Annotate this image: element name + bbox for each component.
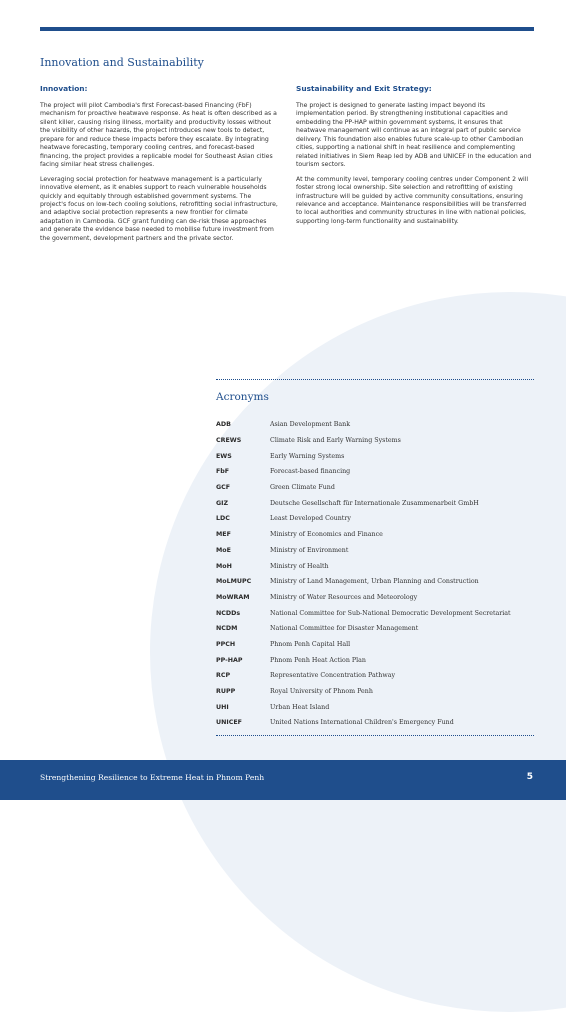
acronym-abbr: MoWRAM bbox=[216, 593, 250, 601]
acronym-definition: Early Warning Systems bbox=[270, 452, 345, 460]
acronym-row bbox=[216, 699, 546, 715]
acronyms-list bbox=[216, 417, 546, 731]
dotted-divider bbox=[216, 379, 534, 380]
acronym-definition: Ministry of Environment bbox=[270, 546, 349, 554]
innovation-paragraph: Leveraging social protection for heatwave management is a particularly innovative element, as it enables support to reach vulnerable households quickly and equitably through established government systems. The project's focus on low-tech cooling solutions, retrofitting social infrastructure, and adaptive social protection represents a new frontier for climate adaptation in Cambodia. GCF grant funding can de-risk these approaches and generate the evidence base needed to mobilise future investment from the government, development partners and the private sector. bbox=[40, 175, 278, 242]
acronyms-title: Acronyms bbox=[216, 391, 269, 403]
acronym-row bbox=[216, 543, 546, 559]
acronym-row bbox=[216, 417, 546, 433]
acronym-abbr: MEF bbox=[216, 531, 231, 539]
acronym-definition: Ministry of Land Management, Urban Planning and Construction bbox=[270, 578, 479, 586]
acronym-abbr: MoH bbox=[216, 562, 232, 570]
acronym-definition: Ministry of Water Resources and Meteorology bbox=[270, 593, 418, 601]
acronym-definition: Deutsche Gesellschaft für Internationale Zusammenarbeit GmbH bbox=[270, 499, 479, 507]
acronym-definition: United Nations International Children's Emergency Fund bbox=[270, 719, 454, 727]
sustainability-paragraph: At the community level, temporary cooling centres under Component 2 will foster strong local ownership. Site selection and retrofitting of existing infrastructure will be guided by active community consultations, ensuring relevance and acceptance. Maintenance responsibilities will be transferred to local authorities and community structures in line with national policies, supporting long-term functionality and sustainability. bbox=[296, 175, 529, 225]
page-title: Innovation and Sustainability bbox=[40, 56, 204, 69]
acronym-abbr: MoLMUPC bbox=[216, 578, 252, 586]
acronym-definition: Phnom Penh Heat Action Plan bbox=[270, 656, 366, 664]
acronym-row bbox=[216, 590, 546, 606]
acronym-row bbox=[216, 668, 546, 684]
acronym-row bbox=[216, 511, 546, 527]
acronym-definition: Phnom Penh Capital Hall bbox=[270, 640, 351, 648]
acronym-row bbox=[216, 637, 546, 653]
acronym-abbr: NCDM bbox=[216, 625, 238, 633]
acronym-abbr: PP-HAP bbox=[216, 656, 243, 664]
acronym-abbr: GCF bbox=[216, 484, 231, 492]
acronym-definition: Asian Development Bank bbox=[270, 421, 351, 429]
acronym-definition: Least Developed Country bbox=[270, 515, 351, 523]
acronym-definition: Royal University of Phnom Penh bbox=[270, 688, 373, 696]
sustainability-section bbox=[296, 84, 534, 232]
acronym-definition: National Committee for Disaster Management bbox=[270, 625, 419, 633]
acronym-row bbox=[216, 621, 546, 637]
acronym-row bbox=[216, 715, 546, 731]
acronym-abbr: RCP bbox=[216, 672, 231, 680]
acronym-definition: Representative Concentration Pathway bbox=[270, 672, 396, 680]
sustainability-heading: Sustainability and Exit Strategy: bbox=[296, 84, 432, 93]
acronym-definition: Ministry of Health bbox=[270, 562, 329, 570]
acronym-abbr: PPCH bbox=[216, 640, 236, 648]
footer-title: Strengthening Resilience to Extreme Heat in Phnom Penh bbox=[40, 773, 265, 782]
acronym-abbr: GIZ bbox=[216, 499, 229, 507]
footer-bar bbox=[0, 760, 566, 800]
acronym-row bbox=[216, 574, 546, 590]
acronym-row bbox=[216, 684, 546, 700]
innovation-section bbox=[40, 84, 278, 249]
acronym-row bbox=[216, 464, 546, 480]
acronym-row bbox=[216, 495, 546, 511]
dotted-divider bbox=[216, 735, 534, 736]
top-rule bbox=[40, 27, 534, 31]
acronym-definition: Green Climate Fund bbox=[270, 484, 335, 492]
acronym-row bbox=[216, 433, 546, 449]
acronym-abbr: ADB bbox=[216, 421, 231, 429]
acronym-abbr: EWS bbox=[216, 452, 232, 460]
acronym-definition: Ministry of Economics and Finance bbox=[270, 531, 383, 539]
acronym-definition: Forecast-based financing bbox=[270, 468, 351, 476]
acronym-definition: National Committee for Sub-National Democratic Development Secretariat bbox=[270, 609, 511, 617]
innovation-paragraph: The project will pilot Cambodia's first Forecast-based Financing (FbF) mechanism for proactive heatwave response. As heat is often described as a silent killer, causing rising illness, mortality and productivity losses without the visibility of other hazards, the project introduces new tools to detect, prepare for and reduce these impacts before they escalate. By integrating heatwave forecasting, temporary cooling centres, and forecast-based financing, the project provides a replicable model for Southeast Asian cities facing similar heat stress challenges. bbox=[40, 102, 277, 169]
acronym-row bbox=[216, 448, 546, 464]
acronym-definition: Climate Risk and Early Warning Systems bbox=[270, 437, 401, 445]
acronym-abbr: NCDDs bbox=[216, 609, 241, 617]
acronym-row bbox=[216, 652, 546, 668]
acronym-row bbox=[216, 605, 546, 621]
acronym-abbr: UHI bbox=[216, 703, 229, 711]
acronym-row bbox=[216, 558, 546, 574]
acronym-row bbox=[216, 527, 546, 543]
acronym-abbr: RUPP bbox=[216, 688, 236, 696]
acronym-definition: Urban Heat Island bbox=[270, 703, 330, 711]
page-number: 5 bbox=[526, 772, 533, 782]
sustainability-paragraph: The project is designed to generate lasting impact beyond its implementation period. By strengthening institutional capacities and embedding the PP-HAP within government systems, it ensures that heatwave management will continue as an integral part of public service delivery. This foundation also enables future scale-up to other Cambodian cities, supporting a national shift in heat resilience and complementing related initiatives in Siem Reap led by ADB and UNICEF in the education and tourism sectors. bbox=[296, 102, 532, 169]
acronym-abbr: UNICEF bbox=[216, 719, 242, 727]
acronym-abbr: FbF bbox=[216, 468, 230, 476]
acronym-abbr: MoE bbox=[216, 546, 231, 554]
acronym-abbr: CREWS bbox=[216, 437, 242, 445]
innovation-heading: Innovation: bbox=[40, 84, 88, 93]
acronym-row bbox=[216, 480, 546, 496]
acronym-abbr: LDC bbox=[216, 515, 230, 523]
